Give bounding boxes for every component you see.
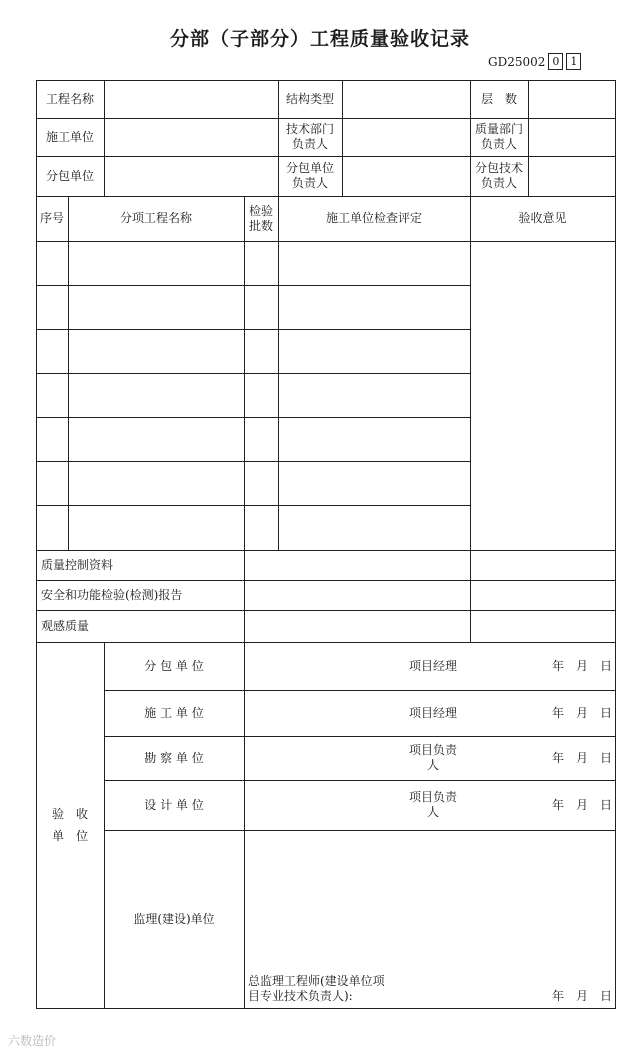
label-unit-survey: 勘 察 单 位 xyxy=(144,750,204,765)
grid-line xyxy=(104,80,105,197)
grid-line xyxy=(470,196,471,643)
grid-line xyxy=(68,196,69,551)
label-floors: 层 数 xyxy=(480,91,517,106)
label-construction-unit: 施工单位 xyxy=(45,129,94,144)
grid-line xyxy=(104,830,616,831)
date-design: 年 月 日 xyxy=(551,797,612,812)
form-title: 分部（子部分）工程质量验收记录 xyxy=(169,28,470,50)
label-unit-subcontract: 分 包 单 位 xyxy=(144,658,204,673)
date-construction: 年 月 日 xyxy=(551,705,612,720)
grid-line xyxy=(36,156,616,157)
date-supervision: 年 月 日 xyxy=(551,988,612,1003)
grid-line xyxy=(36,285,471,286)
col-header-no: 序号 xyxy=(39,211,64,225)
grid-line xyxy=(278,80,279,197)
label-tech-dept-head: 技术部门 负责人 xyxy=(285,122,334,151)
label-role-subcontract: 项目经理 xyxy=(408,658,457,673)
grid-line xyxy=(244,550,245,643)
label-safety-report: 安全和功能检验(检测)报告 xyxy=(41,587,183,602)
date-survey: 年 月 日 xyxy=(551,750,612,765)
form-code-label: GD25002 xyxy=(488,54,546,69)
label-acceptance-units: 验 收 单 位 xyxy=(51,807,88,843)
form-code-box: 1 xyxy=(566,53,581,70)
grid-line xyxy=(104,780,616,781)
label-subcontract-unit: 分包单位 xyxy=(45,168,94,183)
grid-line xyxy=(36,505,471,506)
label-project-name: 工程名称 xyxy=(45,91,94,106)
form-code-box: 0 xyxy=(548,53,563,70)
label-unit-supervision: 监理(建设)单位 xyxy=(133,911,215,926)
label-role-design: 项目负责 人 xyxy=(408,790,457,819)
watermark: 六数造价 xyxy=(8,1034,57,1048)
label-chief-supervisor: 总监理工程师(建设单位项 目专业技术负责人): xyxy=(248,974,385,1003)
grid-line xyxy=(36,118,616,119)
grid-line xyxy=(36,580,616,581)
grid-line xyxy=(36,80,616,81)
col-header-check: 施工单位检查评定 xyxy=(325,211,422,225)
grid-line xyxy=(36,417,471,418)
grid-line xyxy=(278,196,279,551)
col-header-opinion: 验收意见 xyxy=(518,211,567,225)
grid-line xyxy=(615,80,616,1009)
grid-line xyxy=(104,642,105,1009)
grid-line xyxy=(36,1008,616,1009)
label-structure-type: 结构类型 xyxy=(285,91,334,106)
col-header-item-name: 分项工程名称 xyxy=(119,211,192,225)
grid-line xyxy=(342,80,343,197)
grid-line xyxy=(36,642,616,643)
label-subcontract-unit-head: 分包单位 负责人 xyxy=(285,161,334,190)
grid-line xyxy=(36,373,471,374)
col-header-batches: 检验 批数 xyxy=(248,203,273,233)
date-subcontract: 年 月 日 xyxy=(551,658,612,673)
label-role-construction: 项目经理 xyxy=(408,705,457,720)
label-quality-control: 质量控制资料 xyxy=(41,557,114,572)
label-quality-dept-head: 质量部门 负责人 xyxy=(474,122,523,151)
grid-line xyxy=(104,690,616,691)
grid-line xyxy=(244,196,245,551)
label-unit-construction: 施 工 单 位 xyxy=(144,705,204,720)
grid-line xyxy=(470,80,471,197)
label-appearance: 观感质量 xyxy=(41,618,90,633)
grid-line xyxy=(36,610,616,611)
label-role-survey: 项目负责 人 xyxy=(408,743,457,772)
grid-line xyxy=(36,461,471,462)
grid-line xyxy=(244,642,245,1009)
label-subcontract-tech-head: 分包技术 负责人 xyxy=(474,161,523,190)
grid-line xyxy=(36,550,616,551)
label-unit-design: 设 计 单 位 xyxy=(144,797,204,812)
grid-line xyxy=(528,80,529,197)
grid-line xyxy=(36,241,616,242)
grid-line xyxy=(104,736,616,737)
grid-line xyxy=(36,80,37,1009)
grid-line xyxy=(36,329,471,330)
grid-line xyxy=(36,196,616,197)
